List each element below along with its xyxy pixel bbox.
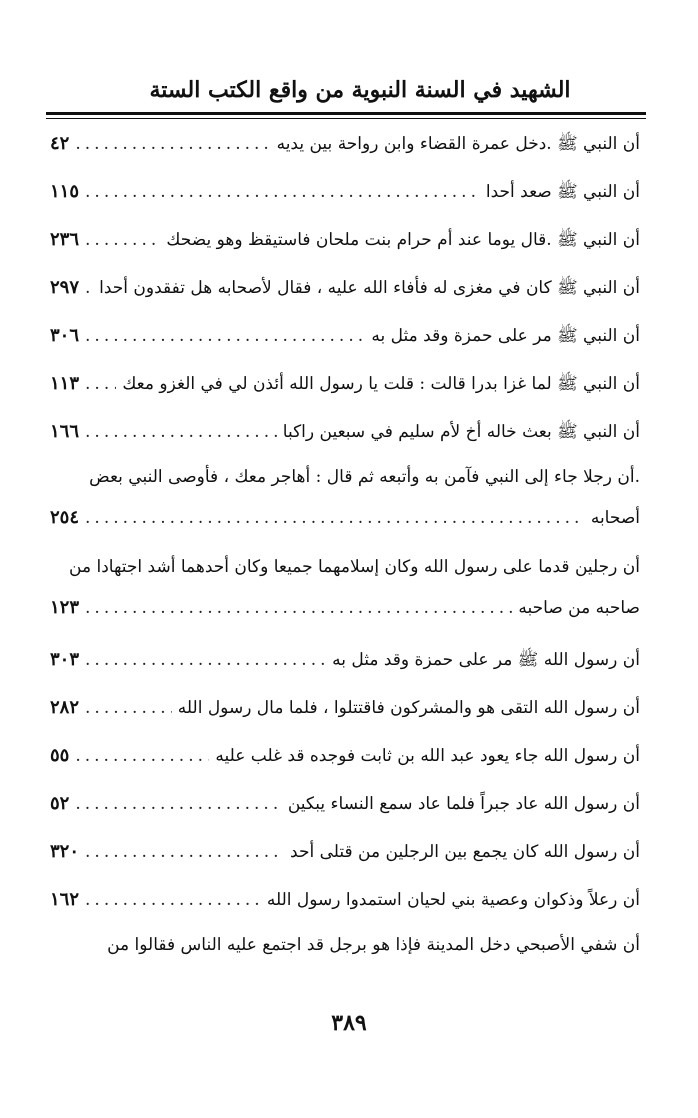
entry-text: أن النبي ﷺ مر على حمزة وقد مثل به bbox=[371, 326, 640, 346]
index-entry bbox=[50, 216, 640, 264]
leader-dots bbox=[85, 360, 116, 408]
index-entry bbox=[50, 456, 640, 538]
header-rule-thin bbox=[46, 118, 646, 119]
entry-page-number: ١٦٢ bbox=[50, 889, 80, 910]
leader-dots bbox=[85, 636, 326, 684]
entry-text-line2: أصحابه bbox=[590, 508, 640, 528]
index-entry bbox=[50, 264, 640, 312]
entry-page-number: ١١٣ bbox=[50, 373, 80, 394]
index-entry bbox=[50, 732, 640, 780]
index-entry bbox=[50, 546, 640, 628]
entry-text-line2: صاحبه من صاحبه bbox=[518, 598, 640, 618]
index-entry bbox=[50, 780, 640, 828]
entry-page-number: ٢٩٧ bbox=[50, 277, 80, 298]
entry-text-line1: أن شفي الأصبحي دخل المدينة فإذا هو برجل قد اجتمع عليه الناس فقالوا من bbox=[107, 935, 640, 955]
header-rule-thick bbox=[46, 112, 646, 115]
entry-page-number: ١٢٣ bbox=[50, 597, 80, 618]
entry-text-line1: .أن رجلا جاء إلى النبي فآمن به وأتبعه ثم قال : أهاجر معك ، فأوصى النبي بعض bbox=[89, 467, 640, 487]
leader-dots bbox=[75, 120, 270, 168]
leader-dots bbox=[75, 780, 281, 828]
index-entry bbox=[50, 408, 640, 456]
running-header-title: الشهيد في السنة النبوية من واقع الكتب الستة bbox=[149, 77, 571, 103]
entry-page-number: ٢٣٦ bbox=[50, 229, 80, 250]
entry-page-number: ٢٨٢ bbox=[50, 697, 80, 718]
leader-dots bbox=[85, 876, 261, 924]
entry-page-number: ٢٥٤ bbox=[50, 507, 80, 528]
entry-page-number: ٤٢ bbox=[50, 133, 70, 154]
leader-dots bbox=[85, 588, 512, 628]
entry-text: أن رسول الله كان يجمع بين الرجلين من قتلى أحد bbox=[290, 842, 640, 862]
index-entry bbox=[50, 876, 640, 924]
index-entry bbox=[50, 120, 640, 168]
leader-dots bbox=[75, 732, 209, 780]
entry-text: أن النبي ﷺ صعد أحدا bbox=[485, 182, 640, 202]
entry-text: أن رسول الله عاد جبراً فلما عاد سمع النساء يبكين bbox=[287, 794, 640, 814]
entry-text: أن رعلاً وذكوان وعصية بني لحيان استمدوا رسول الله bbox=[266, 890, 640, 910]
entry-page-number: ٣٠٦ bbox=[50, 325, 80, 346]
leader-dots bbox=[85, 408, 277, 456]
entry-text: أن رسول الله ﷺ مر على حمزة وقد مثل به bbox=[332, 650, 640, 670]
entry-page-number: ٥٢ bbox=[50, 793, 70, 814]
leader-dots bbox=[85, 684, 172, 732]
entry-text: أن النبي ﷺ لما غزا بدرا قالت : قلت يا رسول الله أئذن لي في الغزو معك bbox=[122, 374, 640, 394]
entry-text: أن النبي ﷺ بعث خاله أخ لأم سليم في سبعين راكبا bbox=[282, 422, 640, 442]
entry-text-line1: أن رجلين قدما على رسول الله وكان إسلامهما جميعا وكان أحدهما أشد اجتهادا من bbox=[69, 557, 640, 577]
index-entry bbox=[50, 168, 640, 216]
index-entry bbox=[50, 312, 640, 360]
index-entries bbox=[50, 120, 640, 966]
leader-dots bbox=[85, 264, 93, 312]
entry-page-number: ٥٥ bbox=[50, 745, 70, 766]
entry-page-number: ١٦٦ bbox=[50, 421, 80, 442]
leader-dots bbox=[85, 216, 160, 264]
index-entry bbox=[50, 924, 640, 966]
entry-text: أن النبي ﷺ .دخل عمرة القضاء وابن رواحة بين يديه bbox=[276, 134, 640, 154]
leader-dots bbox=[85, 498, 585, 538]
index-entry bbox=[50, 360, 640, 408]
entry-page-number: ١١٥ bbox=[50, 181, 80, 202]
entry-page-number: ٣٠٣ bbox=[50, 649, 80, 670]
entry-page-number: ٣٢٠ bbox=[50, 841, 80, 862]
leader-dots bbox=[85, 312, 365, 360]
entry-text: أن رسول الله التقى هو والمشركون فاقتتلوا ، فلما مال رسول الله bbox=[177, 698, 640, 718]
entry-text: أن النبي ﷺ كان في مغزى له فأفاء الله عليه ، فقال لأصحابه هل تفقدون أحدا bbox=[99, 278, 640, 298]
page-number: ٣٨٩ bbox=[331, 1010, 367, 1036]
leader-dots bbox=[85, 168, 480, 216]
index-entry bbox=[50, 636, 640, 684]
index-entry bbox=[50, 828, 640, 876]
leader-dots bbox=[85, 828, 284, 876]
entry-text: أن رسول الله جاء يعود عبد الله بن ثابت فوجده قد غلب عليه bbox=[215, 746, 640, 766]
entry-text: أن النبي ﷺ .قال يوما عند أم حرام بنت ملحان فاستيقظ وهو يضحك bbox=[166, 230, 640, 250]
index-entry bbox=[50, 684, 640, 732]
